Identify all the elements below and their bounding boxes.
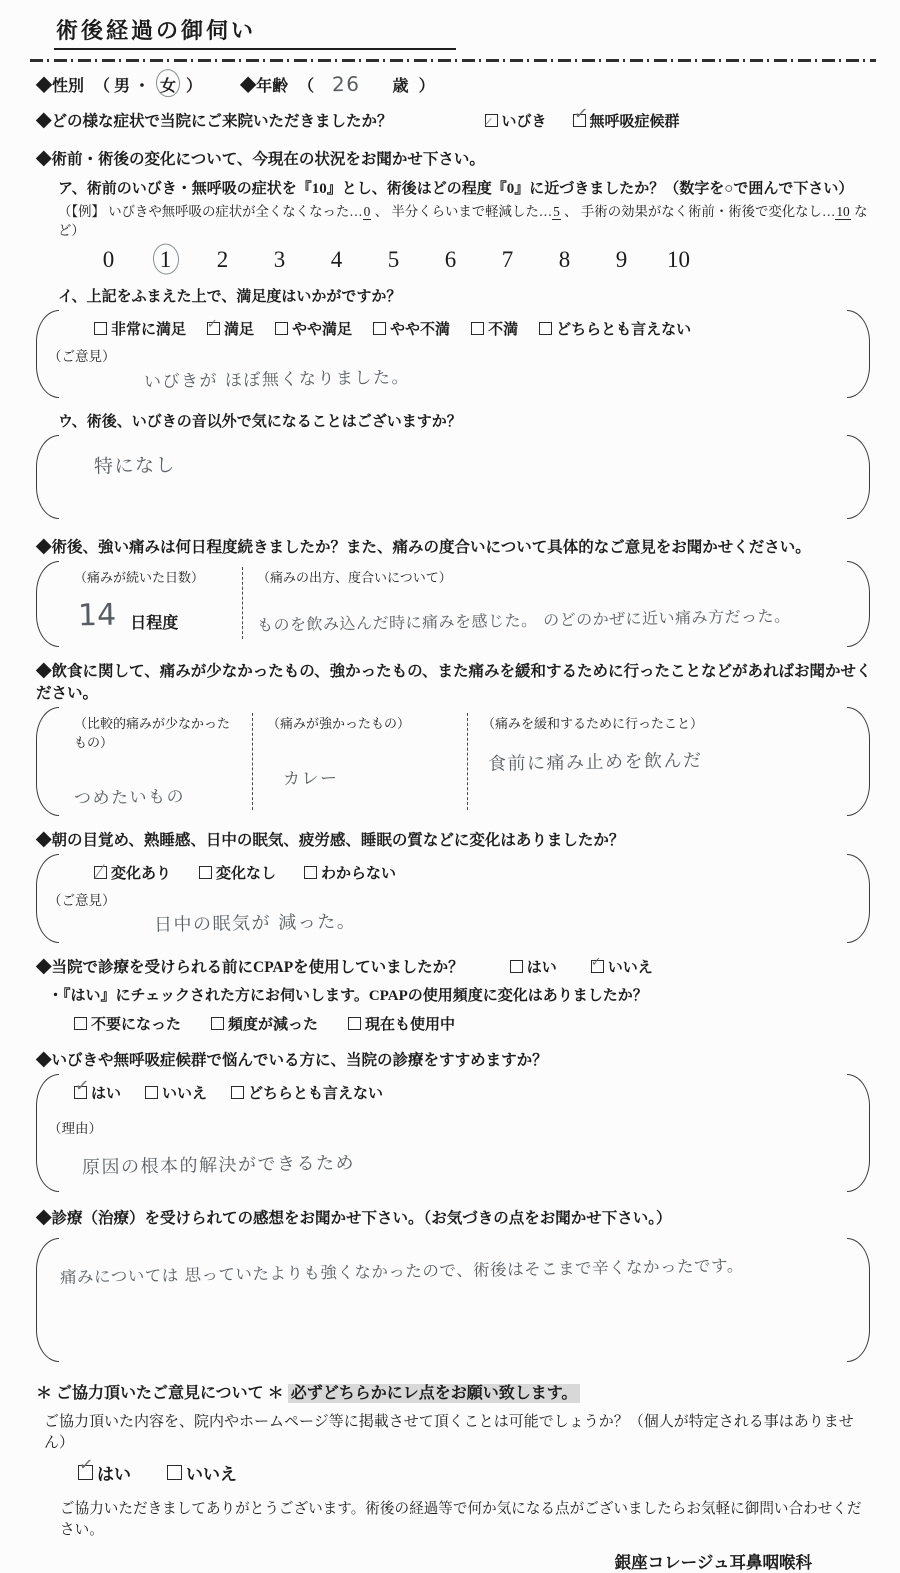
checkbox-label: はい [91,1086,122,1102]
example-value-0: 0 [363,204,371,219]
pain-question: ◆術後、強い痛みは何日程度続きましたか？また、痛みの度合いについて具体的なご意見をお聞かせください。 [36,539,811,556]
checkbox-icon [211,1017,224,1030]
example-text: （【例】 いびきや無呼吸の症状が全くなくなった… [58,204,363,219]
comment-label: （ご意見） [48,893,116,908]
checkbox-icon [304,866,317,879]
scale-option-10[interactable]: 10 [667,247,690,272]
sleep-options [94,862,832,883]
checkbox-label: 変化なし [216,866,277,882]
eating-column-label: （痛みを緩和するために行ったこと） [482,716,704,731]
pain-box [36,559,870,649]
gender-selected[interactable]: 女 [160,73,176,96]
example-text: 、 半分くらいまで軽減した… [371,204,553,219]
checkbox-cpap-no[interactable] [591,956,653,977]
checkbox-still-using[interactable] [348,1013,455,1034]
eating-box [36,705,870,818]
age-paren-close: ） [418,77,435,95]
scale-option-3[interactable]: 3 [273,247,286,272]
change-heading: ◆術前・術後の変化について、今現在の状況をお聞かせ下さい。 [36,151,485,168]
checkbox-label: はい [526,959,557,976]
cpap-followup: ・『はい』にチェックされた方にお伺いします。CPAPの使用頻度に変化はありましたか？ [48,988,648,1004]
eating-column-more-pain [252,713,467,810]
gender-label: ◆性別 [36,77,85,95]
checkbox-label: どちらとも言えない [248,1086,384,1102]
cpap-frequency-options [74,1013,874,1034]
symptom-row [36,109,874,131]
satisfaction-box [36,308,870,400]
scale-option-8[interactable]: 8 [558,247,571,272]
pain-days-value-handwriting: 14 [77,597,117,634]
checkbox-icon [78,1465,93,1480]
checkbox-icon [275,322,288,335]
thanks-message: ご協力いただきましてありがとうございます。術後の経過等で何か気になる点がございましたらお気軽に御問い合わせください。 [60,1501,862,1538]
age-value[interactable]: 26 [331,71,361,97]
scale-option-2[interactable]: 2 [216,247,229,272]
checkbox-recommend-neither[interactable] [231,1082,383,1103]
checkbox-icon [207,322,220,335]
checkbox-icon [145,1086,158,1099]
recommend-box [36,1072,870,1194]
checkbox-icon [167,1465,182,1480]
checkbox-icon [94,322,107,335]
satisfaction-comment-handwriting: いびきが ほぼ無くなりました。 [143,367,411,393]
example-value-5: 5 [553,204,560,219]
checkbox-apnea[interactable] [573,110,680,131]
checkbox-publish-yes[interactable] [78,1460,131,1485]
concerns-question: ウ、術後、いびきの音以外で気になることはございますか？ [58,414,462,430]
checkbox-label: どちらとも言えない [556,322,692,338]
eating-answer-handwriting: カレー [282,768,339,790]
reason-label: （理由） [48,1121,102,1136]
example-value-10: 10 [836,204,850,219]
eating-column-label: （比較的痛みが少なかったもの） [74,716,231,750]
checkbox-icon [231,1086,244,1099]
checkbox-icon [485,114,498,127]
checkbox-dissatisfied[interactable] [471,318,518,339]
clinic-name: 銀座コレージュ耳鼻咽喉科 [614,1553,812,1572]
gender-options-open: （ 男 ・ [94,77,151,95]
checkbox-label: 現在も使用中 [365,1017,456,1033]
sleep-comment-handwriting: 日中の眠気が 減った。 [153,911,357,936]
pain-days-label: （痛みが続いた日数） [74,570,205,585]
checkbox-label: いいえ [162,1086,208,1102]
eating-answer-handwriting: つめたいもの [73,787,186,809]
checkbox-label: わからない [321,866,397,882]
checkbox-publish-no[interactable] [167,1460,237,1485]
rating-scale [80,247,874,273]
checkbox-unsure[interactable] [304,862,396,883]
checkbox-no-change[interactable] [199,862,276,883]
checkbox-label: いびき [501,113,547,130]
checkbox-cpap-yes[interactable] [510,956,557,977]
sleep-box [36,852,870,945]
eating-column-label: （痛みが強かったもの） [267,716,411,731]
impression-question: ◆診療（治療）を受けられての感想をお聞かせ下さい。（お気づきの点をお聞かせ下さい。） [36,1210,672,1227]
impression-answer-handwriting: 痛みについては 思っていたよりも強くなかったので、術後はそこまで辛くなかったです。 [59,1256,744,1287]
checkbox-recommend-no[interactable] [145,1082,207,1103]
eating-column-less-pain [72,713,252,810]
checkbox-icon [199,866,212,879]
checkbox-label: いいえ [186,1465,237,1484]
change-example [58,201,874,239]
eating-column-relief [467,713,832,810]
publish-options [78,1460,874,1485]
recommend-options [74,1082,832,1103]
checkbox-label: 頻度が減った [228,1017,319,1033]
age-paren-open: （ [298,77,315,95]
checkbox-snoring[interactable] [485,110,547,131]
satisfaction-options [94,318,832,339]
cpap-row [36,955,874,977]
satisfaction-question: イ、上記をふまえた上で、満足度はいかがですか？ [58,289,402,305]
checkbox-icon [348,1017,361,1030]
impression-box [36,1236,870,1364]
eating-answer-handwriting: 食前に痛み止めを飲んだ [487,750,703,775]
checkbox-label: 満足 [224,322,255,338]
checkbox-label: はい [97,1465,131,1484]
checkbox-label: いいえ [607,959,653,976]
checkbox-icon [74,1086,87,1099]
checkbox-label: やや不満 [390,322,451,338]
page-title: 術後経過の御伺い [54,14,456,50]
checkbox-icon [573,114,586,127]
checkbox-label: やや満足 [292,322,353,338]
example-text: 、 手術の効果がなく術前・術後で変化なし… [560,204,836,219]
checkbox-icon [539,322,552,335]
recommend-reason-handwriting: 原因の根本的解決ができるため [81,1152,356,1179]
pain-detail-column [242,567,832,639]
sleep-question: ◆朝の目覚め、熟睡感、日中の眠気、疲労感、睡眠の質などに変化はありましたか？ [36,832,625,849]
profile-row [36,72,874,96]
checkbox-changed[interactable] [94,862,171,883]
checkbox-satisfied[interactable] [207,318,254,339]
scale-option-6[interactable]: 6 [444,247,457,272]
checkbox-recommend-yes[interactable] [74,1082,121,1103]
scale-option-1[interactable]: 1 [137,247,194,273]
footer-note-bold: 必ずどちらかにレ点をお願い致します。 [288,1384,581,1403]
checkbox-icon [94,866,107,879]
age-label: ◆年齢 [240,77,289,95]
pain-detail-handwriting: ものを飲み込んだ時に痛みを感じた。 のどのかぜに近い痛み方だった。 [256,606,791,635]
change-sub-a: ア、術前のいびき・無呼吸の症状を『10』とし、術後はどの程度『0』に近づきましたか？（数字を○で囲んで下さい） [58,181,854,197]
checkbox-icon [74,1017,87,1030]
checkbox-icon [373,322,386,335]
comment-label: （ご意見） [48,349,116,364]
age-unit: 歳 [392,77,409,95]
scale-option-9[interactable]: 9 [615,247,628,272]
recommend-question: ◆いびきや無呼吸症候群で悩んでいる方に、当院の診療をすすめますか？ [36,1052,548,1069]
checkbox-icon [510,960,523,973]
checkbox-icon [591,960,604,973]
checkbox-label: 非常に満足 [111,322,187,338]
checkbox-label: 不満 [488,322,519,338]
checkbox-label: 変化あり [111,866,172,882]
example-text: など） [58,204,868,238]
checkbox-no-longer-needed[interactable] [74,1013,181,1034]
scale-option-4[interactable]: 4 [330,247,343,272]
concerns-answer-handwriting: 特になし [93,454,177,478]
pain-days-column [72,567,242,639]
checkbox-very-satisfied[interactable] [94,318,186,339]
checkbox-frequency-decreased[interactable] [211,1013,318,1034]
checkbox-label: 不要になった [91,1017,182,1033]
pain-detail-label: （痛みの出方、度合いについて） [257,570,452,585]
scale-option-7[interactable]: 7 [501,247,514,272]
footer-note-prefix: ＊ ご協力頂いたご意見について ＊ [36,1385,284,1402]
publish-question: ご協力頂いた内容を、院内やホームページ等に掲載させて頂くことは可能でしょうか？（個人が特定される事はありません） [44,1414,854,1451]
cpap-question: ◆当院で診療を受けられる前にCPAPを使用していましたか？ [36,959,464,976]
checkbox-label: 無呼吸症候群 [589,113,680,130]
dashed-divider [30,59,876,62]
gender-options-close: ） [186,77,203,95]
scale-option-0[interactable]: 0 [102,247,115,272]
scale-option-5[interactable]: 5 [387,247,400,272]
symptom-question: ◆どの様な症状で当院にご来院いただきましたか？ [36,113,393,130]
concerns-box [36,433,870,521]
eating-question: ◆飲食に関して、痛みが少なかったもの、強かったもの、また痛みを緩和するために行ったことなどがあればお聞かせください。 [36,663,872,702]
checkbox-somewhat-satisfied[interactable] [275,318,352,339]
checkbox-icon [471,322,484,335]
checkbox-somewhat-dissatisfied[interactable] [373,318,450,339]
pain-days-unit: 日程度 [130,615,179,632]
checkbox-neither[interactable] [539,318,691,339]
footer-note [36,1380,874,1403]
